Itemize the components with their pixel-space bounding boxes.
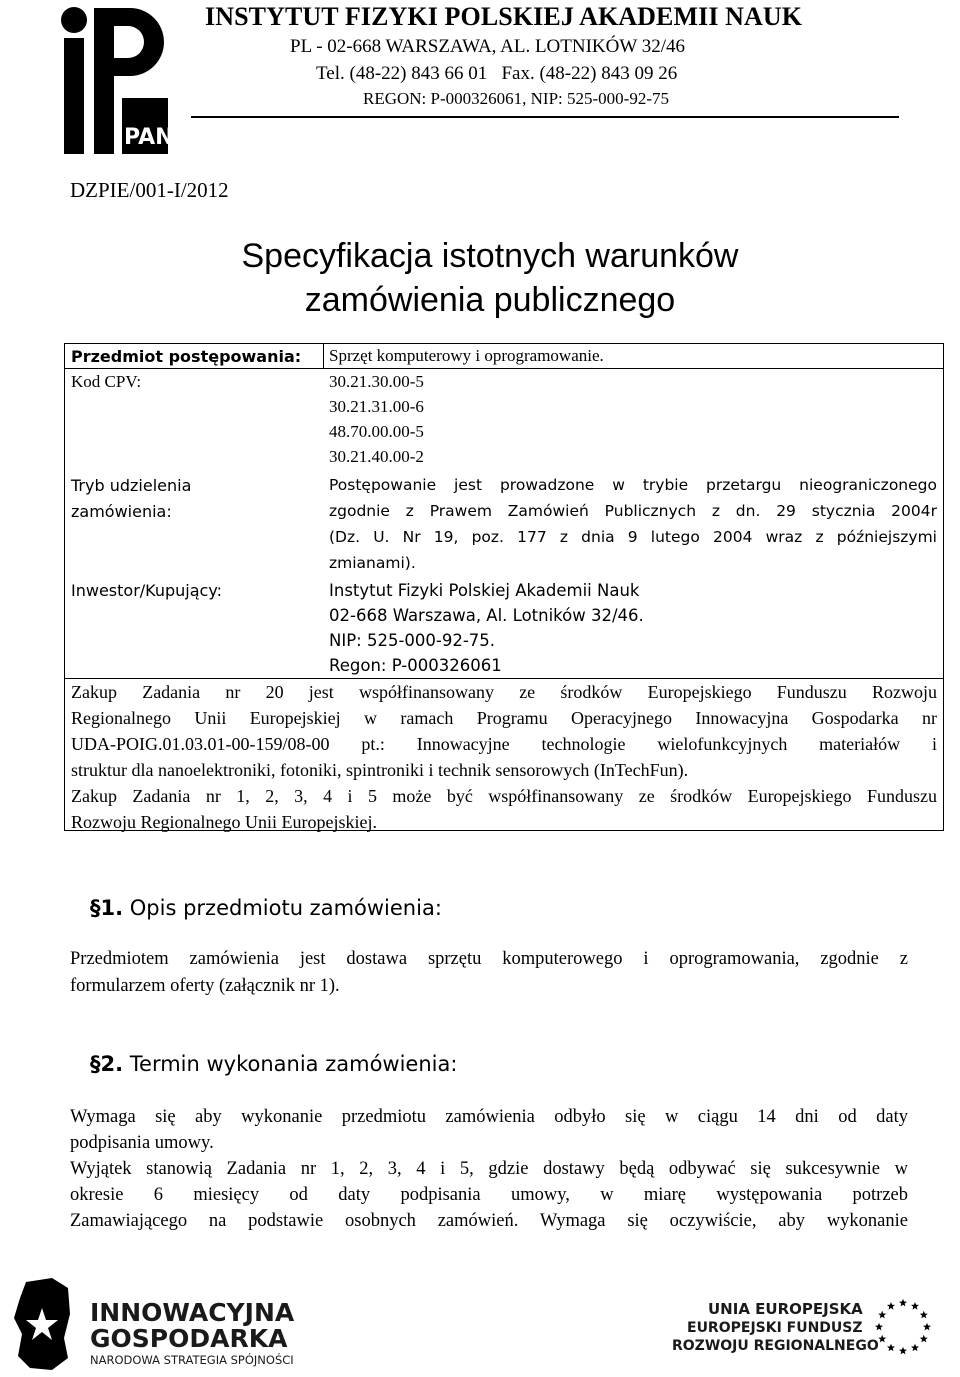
cpv-code: 30.21.30.00-5 [329,372,424,391]
investor-line: 02-668 Warszawa, Al. Lotników 32/46. [329,606,644,625]
eu-star [920,1311,928,1319]
funding-text-line: Rozwoju Regionalnego Unii Europejskiej. [71,812,377,832]
eu-star [911,1302,919,1310]
institute-regon-nip: REGON: P-000326061, NIP: 525-000-92-75 [363,89,669,108]
mode-text-line: Postępowanie jest prowadzone w trybie przetargu nieograniczonego [329,476,937,494]
mode-text-line: zmianami). [329,554,416,572]
mode-label-line2: zamówienia: [71,502,172,521]
eu-star [899,1347,907,1355]
section2-text-line: okresie 6 miesięcy od daty podpisania umowy, w miarę występowania potrzeb [70,1185,908,1205]
institute-name: INSTYTUT FIZYKI POLSKIEJ AKADEMII NAUK [205,2,803,31]
investor-line: NIP: 525-000-92-75. [329,631,496,650]
section1-heading [90,896,442,920]
ifpan-logo [60,2,170,162]
subject-label: Przedmiot postępowania: [71,347,302,366]
eu-stars-icon [872,1296,934,1358]
cpv-code: 48.70.00.00-5 [329,422,424,441]
institute-phone-fax: Tel. (48-22) 843 66 01 Fax. (48-22) 843 09 26 [316,63,678,84]
section2-heading [90,1052,457,1076]
section1-title: Opis przedmiotu zamówienia: [129,896,442,920]
mode-label-line1: Tryb udzielenia [71,476,192,495]
eu-star [887,1344,895,1352]
eu-star [911,1344,919,1352]
funding-text-line: Zakup Zadania nr 1, 2, 3, 4 i 5 może być współfinansowany ze środków Europejskiego Funduszu [71,786,937,806]
eu-logo-line1: UNIA EUROPEJSKA [708,1300,863,1318]
eu-star [878,1335,886,1343]
investor-line: Regon: P-000326061 [329,656,502,675]
section1-text-line: Przedmiotem zamówienia jest dostawa sprzętu komputerowego i oprogramowania, zgodnie z [70,949,908,969]
ig-logo-line3: NARODOWA STRATEGIA SPÓJNOŚCI [90,1353,294,1367]
document-id: DZPIE/001-I/2012 [70,178,229,202]
header-divider [191,116,899,118]
ig-logo-line2: GOSPODARKA [90,1324,288,1353]
funding-text-line: Regionalnego Unii Europejskiej w ramach Programu Operacyjnego Innowacyjna Gospodarka nr [71,708,937,728]
eu-logo-line2: EUROPEJSKI FUNDUSZ [687,1320,863,1336]
eu-star [875,1323,883,1331]
eu-star [920,1335,928,1343]
cpv-code: 30.21.31.00-6 [329,397,424,416]
section2-text-line: Wymaga się aby wykonanie przedmiotu zamówienia odbyło się w ciągu 14 dni od daty [70,1107,908,1127]
subject-value: Sprzęt komputerowy i oprogramowanie. [329,346,604,365]
section2-text-line: podpisania umowy. [70,1133,214,1153]
section2-number: §2. [90,1052,124,1076]
investor-line: Instytut Fizyki Polskiej Akademii Nauk [329,581,640,600]
poland-map-star-icon [12,1278,72,1372]
info-box [64,343,944,831]
cpv-code: 30.21.40.00-2 [329,447,424,466]
section1-text-line: formularzem oferty (załącznik nr 1). [70,976,340,996]
eu-star [887,1302,895,1310]
section2-text-line: Wyjątek stanowią Zadania nr 1, 2, 3, 4 i 5, gdzie dostawy będą odbywać się sukcesywnie w [70,1159,908,1179]
mode-text-line: (Dz. U. Nr 19, poz. 177 z dnia 9 lutego 2004 wraz z późniejszymi [329,528,937,546]
document-title-line2: zamówienia publicznego [304,281,676,319]
section1-number: §1. [90,896,124,920]
section2-title: Termin wykonania zamówienia: [129,1052,458,1076]
eu-star [899,1299,907,1307]
document-title-line1: Specyfikacja istotnych warunków [241,237,739,275]
section2-text-line: Zamawiającego na podstawie osobnych zamówień. Wymaga się oczywiście, aby wykonanie [70,1211,908,1231]
funding-text-line: Zakup Zadania nr 20 jest współfinansowany ze środków Europejskiego Funduszu Rozwoju [71,682,937,702]
ig-logo-line1: INNOWACYJNA [90,1298,295,1327]
funding-text-line: UDA-POIG.01.03.01-00-159/08-00 pt.: Innowacyjne technologie wielofunkcyjnych materiałów i [71,734,937,754]
cpv-label: Kod CPV: [71,372,142,391]
funding-text-line: struktur dla nanoelektroniki, fotoniki, spintroniki i technik sensorowych (InTechFun). [71,760,689,780]
subject-cell-divider [323,344,324,368]
mode-text-line: zgodnie z Prawem Zamówień Publicznych z dn. 29 stycznia 2004r [329,502,937,520]
subject-row-divider [65,368,943,369]
institute-address: PL - 02-668 WARSZAWA, AL. LOTNIKÓW 32/46 [290,36,685,57]
investor-label: Inwestor/Kupujący: [71,581,223,600]
eu-logo-line3: ROZWOJU REGIONALNEGO [672,1338,879,1354]
eu-star [878,1311,886,1319]
eu-star [923,1323,931,1331]
svg-text:PAN: PAN [124,125,170,150]
